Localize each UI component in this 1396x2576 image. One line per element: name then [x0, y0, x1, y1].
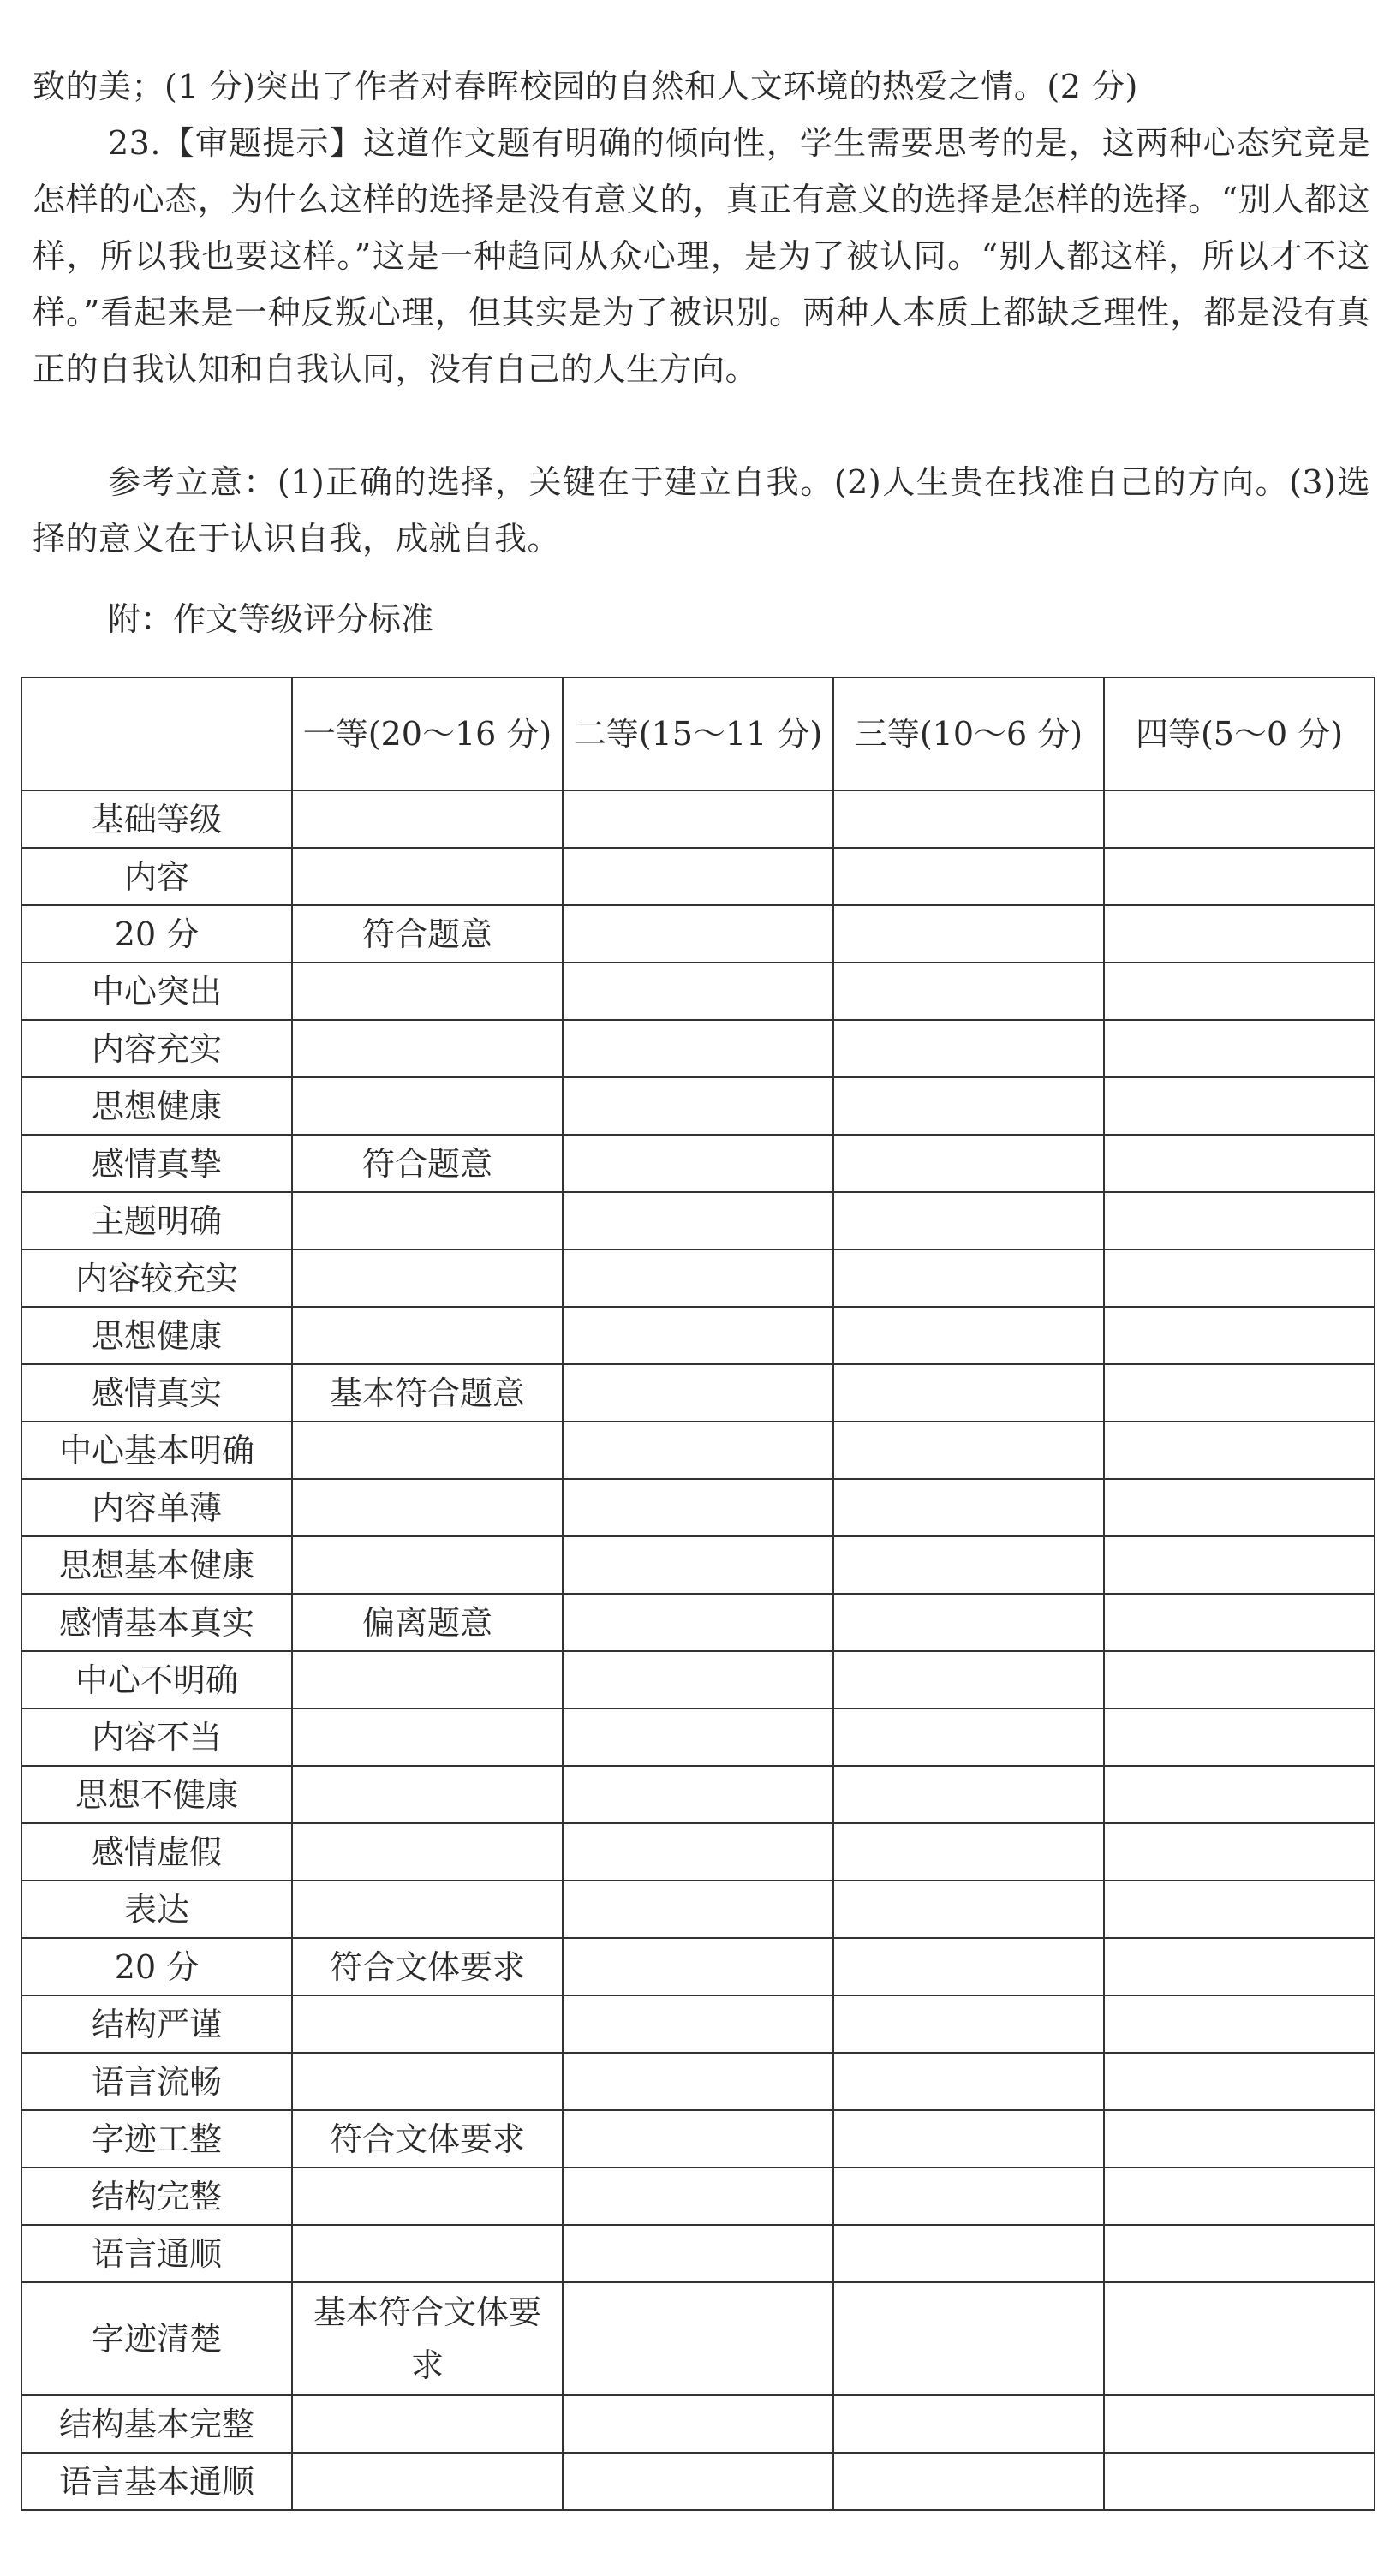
- table-row: [21, 2053, 1375, 2110]
- table-cell: [1104, 1479, 1375, 1536]
- table-cell: [833, 848, 1104, 905]
- appendix-title: 作文等级评分标准: [173, 600, 434, 638]
- table-cell: 偏离题意: [292, 1594, 563, 1651]
- table-cell: 语言基本通顺: [21, 2453, 292, 2510]
- table-cell: 符合题意: [292, 1135, 563, 1192]
- table-row: [21, 1077, 1375, 1135]
- table-cell: [833, 1766, 1104, 1823]
- table-cell: 思想不健康: [21, 1766, 292, 1823]
- table-cell: [833, 2453, 1104, 2510]
- table-cell: 感情基本真实: [21, 1594, 292, 1651]
- table-cell: [292, 1422, 563, 1479]
- table-cell: [1104, 848, 1375, 905]
- table-cell: 感情虚假: [21, 1823, 292, 1881]
- header-cell: 二等(15～11 分): [563, 677, 833, 790]
- table-cell: 语言流畅: [21, 2053, 292, 2110]
- table-cell: [1104, 1536, 1375, 1594]
- table-cell: [563, 2453, 833, 2510]
- table-cell: [833, 1307, 1104, 1364]
- table-row: [21, 1766, 1375, 1823]
- table-cell: [563, 1479, 833, 1536]
- table-cell: 内容不当: [21, 1708, 292, 1766]
- table-cell: [292, 1249, 563, 1307]
- table-cell: [833, 1881, 1104, 1938]
- table-cell: 基本符合题意: [292, 1364, 563, 1422]
- table-cell: [1104, 1938, 1375, 1995]
- table-row: [21, 963, 1375, 1020]
- table-cell: [563, 1881, 833, 1938]
- header-cell: 三等(10～6 分): [833, 677, 1104, 790]
- table-cell: [833, 1995, 1104, 2053]
- table-cell: [292, 1536, 563, 1594]
- table-cell: [833, 2225, 1104, 2282]
- table-row: [21, 2395, 1375, 2453]
- table-cell: [292, 1708, 563, 1766]
- table-row: [21, 1651, 1375, 1708]
- table-cell: [292, 1881, 563, 1938]
- table-row: [21, 2282, 1375, 2395]
- table-row: [21, 2453, 1375, 2510]
- table-cell: [563, 2395, 833, 2453]
- table-row: [21, 1881, 1375, 1938]
- table-cell: [833, 2110, 1104, 2168]
- table-cell: [563, 1708, 833, 1766]
- table-cell: [1104, 1708, 1375, 1766]
- table-cell: [292, 1077, 563, 1135]
- question-23-hint-paragraph: 23.【审题提示】这道作文题有明确的倾向性，学生需要思考的是，这两种心态究竟是怎样的心态，为什么这样的选择是没有意义的，真正有意义的选择是怎样的选择。“别人都这样，所以我也要这样。”这是一种趋同从众心理，是为了被认同。“别人都这样，所以才不这样。”看起来是一种反叛心理，但其实是为了被识别。两种人本质上都缺乏理性，都是没有真正的自我认知和自我认同，没有自己的人生方向。: [33, 124, 1370, 388]
- table-cell: [292, 963, 563, 1020]
- table-cell: [1104, 963, 1375, 1020]
- table-cell: [292, 2168, 563, 2225]
- table-cell: [1104, 1823, 1375, 1881]
- table-cell: [833, 2282, 1104, 2395]
- table-cell: [292, 848, 563, 905]
- table-cell: 20 分: [21, 905, 292, 963]
- table-cell: [833, 905, 1104, 963]
- table-cell: [833, 1823, 1104, 1881]
- table-cell: [292, 1020, 563, 1077]
- table-cell: [563, 2053, 833, 2110]
- table-cell: [833, 1364, 1104, 1422]
- table-cell: 感情真实: [21, 1364, 292, 1422]
- table-cell: 字迹清楚: [21, 2282, 292, 2395]
- table-cell: [292, 1192, 563, 1249]
- table-cell: 中心突出: [21, 963, 292, 1020]
- table-row: [21, 1708, 1375, 1766]
- header-cell: 一等(20～16 分): [292, 677, 563, 790]
- table-cell: 基本符合文体要求: [292, 2282, 563, 2395]
- header-cell: 四等(5～0 分): [1104, 677, 1375, 790]
- table-cell: [563, 1364, 833, 1422]
- table-cell: [1104, 2453, 1375, 2510]
- table-cell: [563, 963, 833, 1020]
- table-cell: [1104, 2110, 1375, 2168]
- table-cell: [1104, 1020, 1375, 1077]
- table-cell: [563, 1077, 833, 1135]
- table-row: [21, 2168, 1375, 2225]
- table-row: [21, 1995, 1375, 2053]
- table-cell: [833, 2053, 1104, 2110]
- table-cell: [833, 1192, 1104, 1249]
- table-row: [21, 1479, 1375, 1536]
- table-cell: [833, 1708, 1104, 1766]
- table-cell: [1104, 1364, 1375, 1422]
- answer-paragraph-end: 致的美；(1 分)突出了作者对春晖校园的自然和人文环境的热爱之情。(2 分): [33, 68, 1138, 105]
- table-cell: [563, 1995, 833, 2053]
- table-cell: 20 分: [21, 1938, 292, 1995]
- table-cell: [1104, 1192, 1375, 1249]
- table-cell: [833, 1479, 1104, 1536]
- table-row: [21, 848, 1375, 905]
- table-cell: 内容: [21, 848, 292, 905]
- table-cell: [1104, 1077, 1375, 1135]
- table-cell: [833, 790, 1104, 848]
- table-cell: [563, 2282, 833, 2395]
- table-cell: [563, 1249, 833, 1307]
- table-cell: [563, 1020, 833, 1077]
- table-header-row: [21, 677, 1375, 790]
- table-row: [21, 1536, 1375, 1594]
- table-cell: [563, 2168, 833, 2225]
- table-cell: 结构基本完整: [21, 2395, 292, 2453]
- table-cell: [563, 1536, 833, 1594]
- table-cell: 符合文体要求: [292, 2110, 563, 2168]
- appendix-heading: [108, 591, 433, 647]
- table-row: [21, 1020, 1375, 1077]
- table-cell: [563, 1823, 833, 1881]
- table-cell: [1104, 2225, 1375, 2282]
- table-cell: 符合文体要求: [292, 1938, 563, 1995]
- reference-theme-paragraph: 参考立意：(1)正确的选择，关键在于建立自我。(2)人生贵在找准自己的方向。(3)选择的意义在于认识自我，成就自我。: [33, 463, 1370, 558]
- grading-standard-table: [21, 677, 1375, 2511]
- table-body: [21, 790, 1375, 2510]
- table-cell: [1104, 1135, 1375, 1192]
- table-cell: [563, 2225, 833, 2282]
- table-row: [21, 1307, 1375, 1364]
- table-cell: [1104, 790, 1375, 848]
- table-cell: [1104, 1995, 1375, 2053]
- table-row: [21, 1249, 1375, 1307]
- table-cell: 表达: [21, 1881, 292, 1938]
- table-cell: [1104, 2282, 1375, 2395]
- table-cell: [563, 1766, 833, 1823]
- table-cell: [563, 848, 833, 905]
- table-cell: [833, 2168, 1104, 2225]
- table-cell: 结构严谨: [21, 1995, 292, 2053]
- table-cell: [563, 1192, 833, 1249]
- table-cell: 语言通顺: [21, 2225, 292, 2282]
- table-cell: [1104, 1766, 1375, 1823]
- table-cell: [833, 1077, 1104, 1135]
- header-cell: [21, 677, 292, 790]
- table-cell: [292, 1766, 563, 1823]
- table-cell: [563, 1307, 833, 1364]
- table-row: [21, 905, 1375, 963]
- table-cell: 基础等级: [21, 790, 292, 848]
- table-cell: 字迹工整: [21, 2110, 292, 2168]
- table-cell: [292, 1823, 563, 1881]
- table-cell: [1104, 1651, 1375, 1708]
- table-row: [21, 1364, 1375, 1422]
- table-row: [21, 2225, 1375, 2282]
- table-cell: [292, 1479, 563, 1536]
- table-cell: 内容单薄: [21, 1479, 292, 1536]
- table-cell: 中心基本明确: [21, 1422, 292, 1479]
- table-cell: [833, 963, 1104, 1020]
- table-cell: [1104, 2168, 1375, 2225]
- table-cell: [292, 790, 563, 848]
- table-cell: [1104, 2053, 1375, 2110]
- table-cell: [833, 1938, 1104, 1995]
- table-cell: [833, 1422, 1104, 1479]
- table-cell: [563, 1594, 833, 1651]
- table-cell: 思想健康: [21, 1307, 292, 1364]
- table-cell: [292, 1651, 563, 1708]
- table-cell: [833, 1536, 1104, 1594]
- table-row: [21, 1823, 1375, 1881]
- table-cell: [1104, 1881, 1375, 1938]
- table-cell: [1104, 1422, 1375, 1479]
- table-row: [21, 790, 1375, 848]
- table-row: [21, 2110, 1375, 2168]
- table-cell: [833, 1249, 1104, 1307]
- table-cell: [1104, 1594, 1375, 1651]
- table-row: [21, 1594, 1375, 1651]
- table-row: [21, 1135, 1375, 1192]
- table-cell: [563, 1135, 833, 1192]
- table-cell: [292, 1995, 563, 2053]
- table-cell: [292, 2395, 563, 2453]
- table-cell: [563, 1422, 833, 1479]
- table-cell: [292, 2453, 563, 2510]
- table-cell: [563, 905, 833, 963]
- table-cell: [563, 2110, 833, 2168]
- table-cell: [563, 1938, 833, 1995]
- table-cell: 内容充实: [21, 1020, 292, 1077]
- table-cell: [833, 1594, 1104, 1651]
- table-cell: 符合题意: [292, 905, 563, 963]
- table-cell: [292, 2225, 563, 2282]
- table-cell: [833, 1651, 1104, 1708]
- table-cell: [833, 1135, 1104, 1192]
- table-row: [21, 1938, 1375, 1995]
- table-cell: 内容较充实: [21, 1249, 292, 1307]
- table-cell: [292, 1307, 563, 1364]
- table-cell: [1104, 1249, 1375, 1307]
- table-cell: [1104, 1307, 1375, 1364]
- table-cell: [1104, 905, 1375, 963]
- appendix-lead: 附：: [108, 600, 174, 638]
- table-cell: 结构完整: [21, 2168, 292, 2225]
- table-cell: [1104, 2395, 1375, 2453]
- table-cell: [833, 1020, 1104, 1077]
- table-cell: [292, 2053, 563, 2110]
- table-cell: [563, 1651, 833, 1708]
- table-cell: 思想健康: [21, 1077, 292, 1135]
- table-cell: 中心不明确: [21, 1651, 292, 1708]
- table-row: [21, 1422, 1375, 1479]
- table-cell: [563, 790, 833, 848]
- table-row: [21, 1192, 1375, 1249]
- table-cell: [833, 2395, 1104, 2453]
- table-cell: 主题明确: [21, 1192, 292, 1249]
- table-cell: 感情真挚: [21, 1135, 292, 1192]
- table-cell: 思想基本健康: [21, 1536, 292, 1594]
